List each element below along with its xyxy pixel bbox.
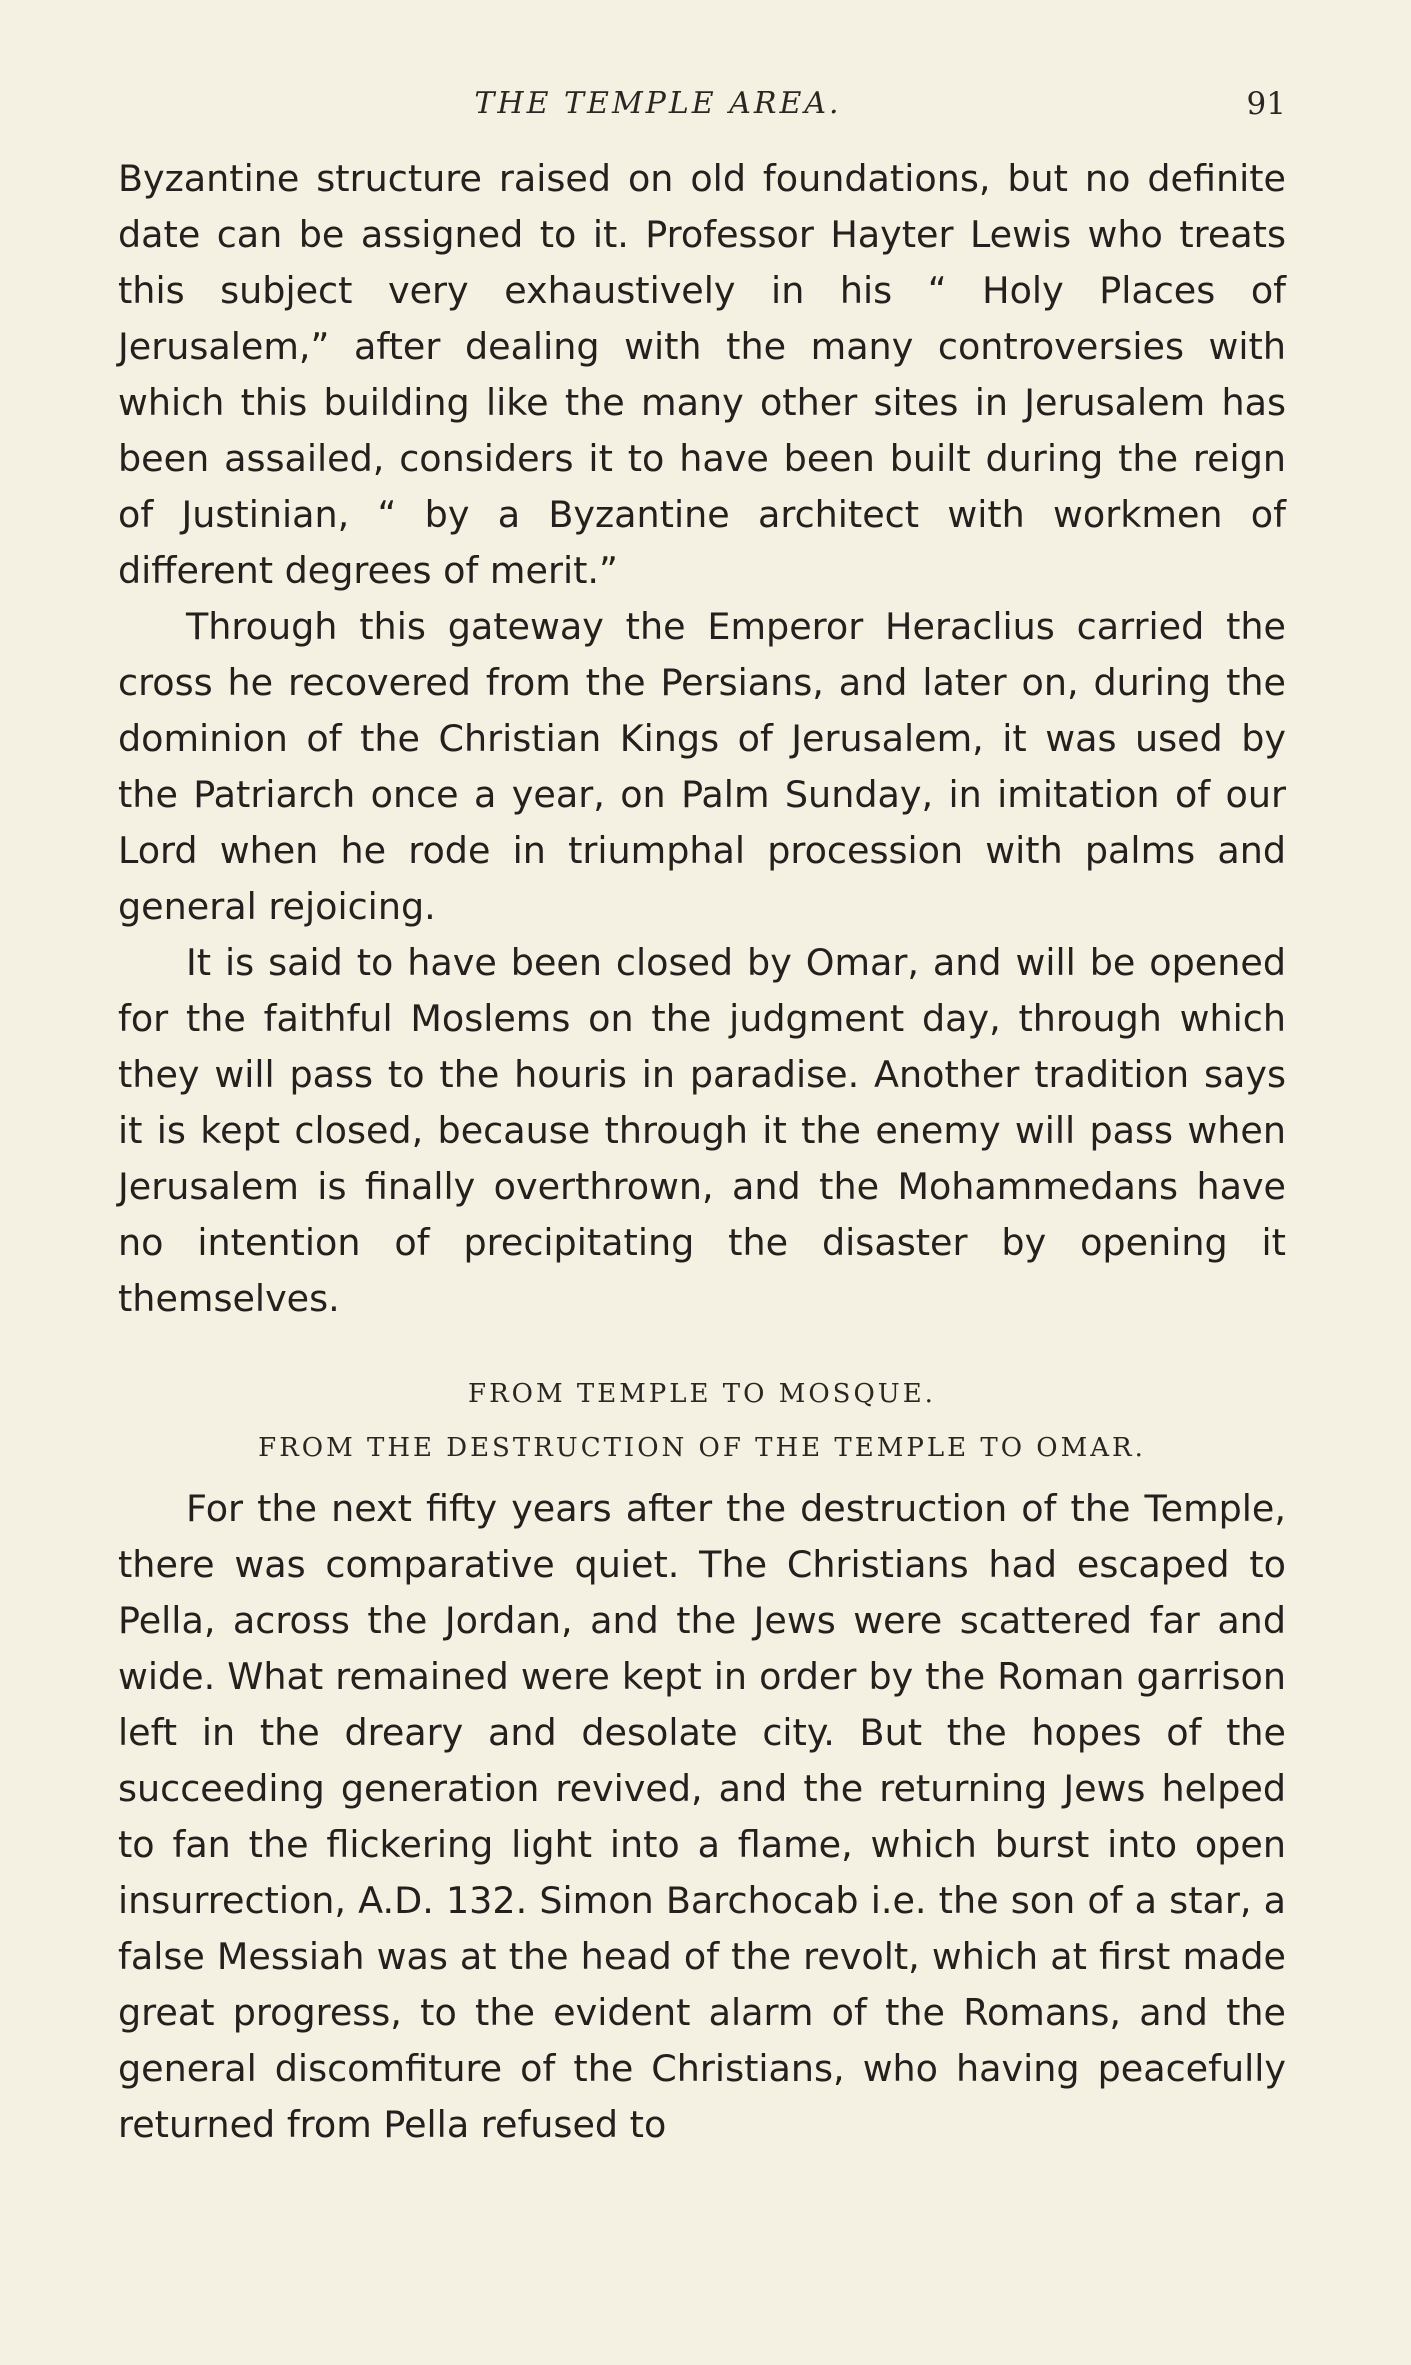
page-number: 91 (1246, 86, 1286, 122)
paragraph-omar-tradition: It is said to have been closed by Omar, and will be opened for the faithful Moslems on the judgment day, through which they will pass to the houris in paradise. Another tradition says it is kept closed, because through it the enemy will pass when Jerusalem is finally overthrown, and the Mohammedans have no intention of precipitating the disaster by opening it themselves. (118, 941, 1286, 1320)
section-heading-block (118, 1367, 1286, 1475)
paragraph-barchocab: For the next fifty years after the destruction of the Temple, there was comparative quiet. The Christians had escaped to Pella, across the Jordan, and the Jews were scattered far and wide. What remained were kept in order by the Roman garrison left in the dreary and desolate city. But the hopes of the succeeding generation revived, and the returning Jews helped to fan the flickering light into a flame, which burst into open insurrection, A.D. 132. Simon Barchocab i.e. the son of a star, a false Messiah was at the head of the revolt, which at first made great progress, to the evident alarm of the Romans, and the general discomfiture of the Christians, who having peacefully returned from Pella refused to (118, 1487, 1286, 2146)
section-heading: FROM TEMPLE TO MOSQUE. (468, 1379, 936, 1409)
paragraph-continued: Byzantine structure raised on old foundations, but no definite date can be assigned to it. Professor Hayter Lewis who treats this subject very exhaustively in his “ Holy Places of Jerusalem,” after dealing with the many controversies with which this building like the many other sites in Jerusalem has been assailed, considers it to have been built during the reign of Justinian, “ by a Byzantine architect with workmen of different degrees of merit.” (118, 157, 1286, 592)
section-subheading: FROM THE DESTRUCTION OF THE TEMPLE TO OMAR. (258, 1433, 1146, 1463)
body-text (118, 151, 1286, 2153)
paragraph-heraclius: Through this gateway the Emperor Heraclius carried the cross he recovered from the Persians, and later on, during the dominion of the Christian Kings of Jerusalem, it was used by the Patriarch once a year, on Palm Sunday, in imitation of our Lord when he rode in triumphal procession with palms and general rejoicing. (118, 605, 1286, 928)
running-header (118, 82, 1286, 132)
running-title: THE TEMPLE AREA. (474, 86, 842, 121)
